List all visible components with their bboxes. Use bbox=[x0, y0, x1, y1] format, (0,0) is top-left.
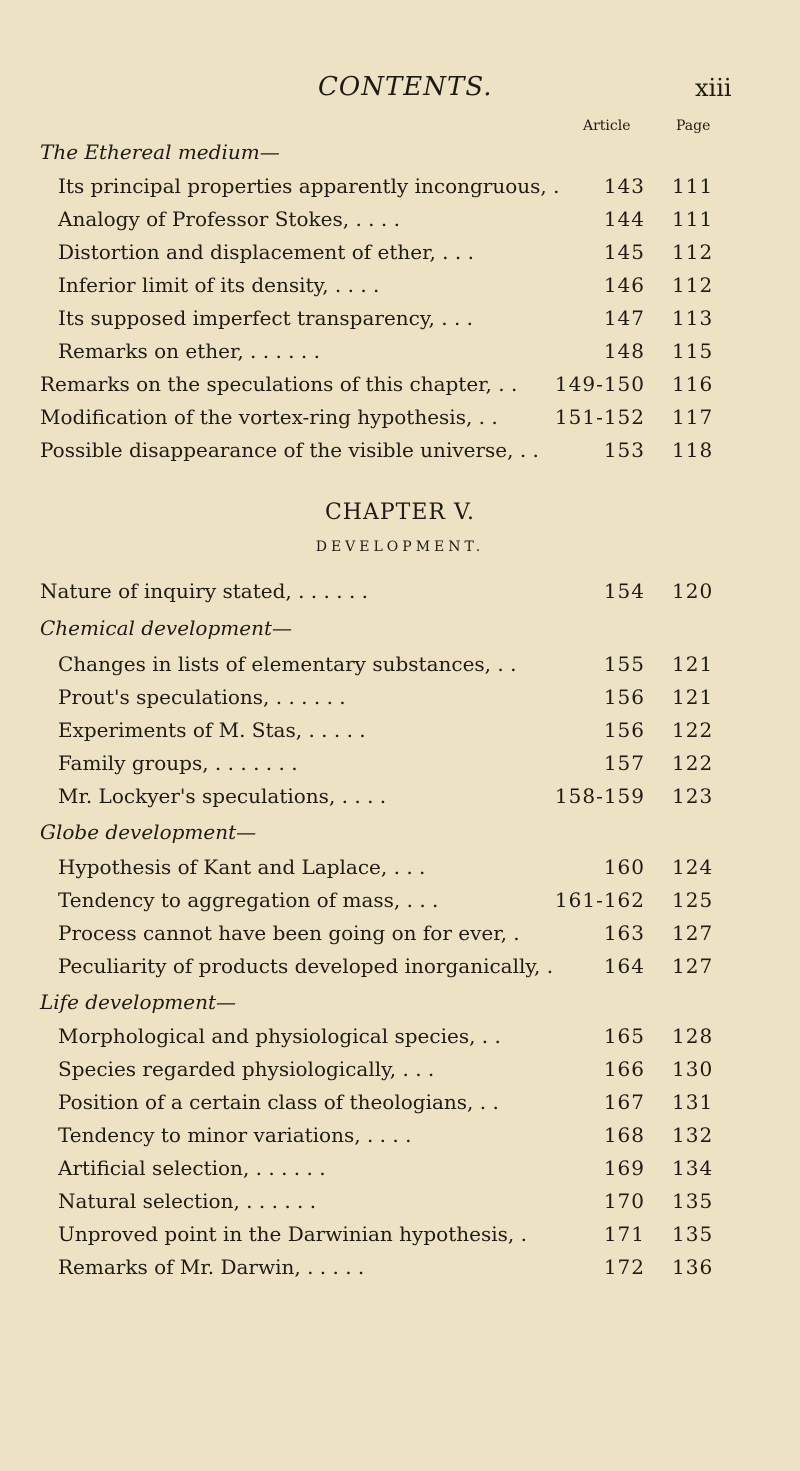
toc-entry bbox=[0, 1253, 800, 1281]
entry-text: Morphological and physiological species, . . bbox=[58, 1024, 501, 1048]
entry-text: Remarks on ether, . . . . . . bbox=[58, 339, 320, 363]
running-head-page-number: xiii bbox=[695, 74, 732, 102]
entry-text: Inferior limit of its density, . . . . bbox=[58, 273, 380, 297]
entry-text: Its principal properties apparently incongruous, . bbox=[58, 174, 560, 198]
toc-entry bbox=[0, 919, 800, 947]
entry-article: 154 bbox=[603, 579, 645, 603]
entry-text: Tendency to minor variations, . . . . bbox=[58, 1123, 412, 1147]
entry-page: 122 bbox=[672, 718, 714, 742]
toc-entry bbox=[0, 1220, 800, 1248]
entry-page: 135 bbox=[672, 1189, 714, 1213]
entry-page: 117 bbox=[672, 405, 714, 429]
entry-page: 136 bbox=[672, 1255, 714, 1279]
entry-page: 111 bbox=[672, 174, 714, 198]
entry-article: 156 bbox=[603, 718, 645, 742]
entry-article: 169 bbox=[603, 1156, 645, 1180]
entry-page: 135 bbox=[672, 1222, 714, 1246]
section-heading-chemical: Chemical development— bbox=[40, 616, 292, 640]
entry-text: Species regarded physiologically, . . . bbox=[58, 1057, 435, 1081]
entry-article: 172 bbox=[603, 1255, 645, 1279]
entry-text: Analogy of Professor Stokes, . . . . bbox=[58, 207, 400, 231]
entry-article: 161-162 bbox=[554, 888, 645, 912]
toc-entry bbox=[0, 716, 800, 744]
entry-article: 157 bbox=[603, 751, 645, 775]
entry-page: 118 bbox=[672, 438, 714, 462]
entry-text: Peculiarity of products developed inorganically, . bbox=[58, 954, 554, 978]
entry-page: 131 bbox=[672, 1090, 714, 1114]
entry-text: Distortion and displacement of ether, . . . bbox=[58, 240, 474, 264]
entry-page: 121 bbox=[672, 685, 714, 709]
entry-text: Remarks of Mr. Darwin, . . . . . bbox=[58, 1255, 365, 1279]
toc-entry bbox=[0, 304, 800, 332]
entry-article: 163 bbox=[603, 921, 645, 945]
entry-page: 111 bbox=[672, 207, 714, 231]
entry-article: 171 bbox=[603, 1222, 645, 1246]
toc-entry bbox=[0, 1022, 800, 1050]
running-head-title: CONTENTS. bbox=[318, 72, 493, 102]
entry-page: 130 bbox=[672, 1057, 714, 1081]
entry-article: 155 bbox=[603, 652, 645, 676]
entry-text: Hypothesis of Kant and Laplace, . . . bbox=[58, 855, 426, 879]
entry-page: 121 bbox=[672, 652, 714, 676]
entry-text: Nature of inquiry stated, . . . . . . bbox=[40, 579, 369, 603]
running-head bbox=[0, 72, 800, 108]
toc-entry bbox=[0, 1187, 800, 1215]
toc-entry bbox=[0, 1154, 800, 1182]
toc-entry bbox=[0, 205, 800, 233]
entry-page: 113 bbox=[672, 306, 714, 330]
entry-text: Mr. Lockyer's speculations, . . . . bbox=[58, 784, 387, 808]
entry-page: 127 bbox=[672, 921, 714, 945]
entry-text: Changes in lists of elementary substances, . . bbox=[58, 652, 517, 676]
entry-article: 145 bbox=[603, 240, 645, 264]
entry-page: 128 bbox=[672, 1024, 714, 1048]
toc-entry bbox=[0, 683, 800, 711]
entry-page: 125 bbox=[672, 888, 714, 912]
entry-text: Modification of the vortex-ring hypothesis, . . bbox=[40, 405, 498, 429]
chapter-subtitle: DEVELOPMENT. bbox=[315, 539, 485, 555]
entry-page: 122 bbox=[672, 751, 714, 775]
column-header-page: Page bbox=[676, 118, 711, 134]
toc-entry bbox=[0, 172, 800, 200]
entry-article: 167 bbox=[603, 1090, 645, 1114]
toc-entry bbox=[0, 1055, 800, 1083]
entry-article: 153 bbox=[603, 438, 645, 462]
toc-entry bbox=[0, 436, 800, 464]
toc-entry bbox=[0, 952, 800, 980]
entry-page: 132 bbox=[672, 1123, 714, 1147]
entry-text: Unproved point in the Darwinian hypothesis, . bbox=[58, 1222, 527, 1246]
toc-entry bbox=[0, 1088, 800, 1116]
entry-text: Process cannot have been going on for ever, . bbox=[58, 921, 520, 945]
entry-text: Family groups, . . . . . . . bbox=[58, 751, 298, 775]
section-heading-globe: Globe development— bbox=[40, 820, 257, 844]
entry-article: 168 bbox=[603, 1123, 645, 1147]
entry-article: 148 bbox=[603, 339, 645, 363]
toc-entry bbox=[0, 886, 800, 914]
entry-text: Tendency to aggregation of mass, . . . bbox=[58, 888, 439, 912]
toc-entry bbox=[0, 853, 800, 881]
entry-page: 120 bbox=[672, 579, 714, 603]
entry-page: 115 bbox=[672, 339, 714, 363]
entry-article: 158-159 bbox=[554, 784, 645, 808]
entry-text: Remarks on the speculations of this chapter, . . bbox=[40, 372, 518, 396]
entry-page: 124 bbox=[672, 855, 714, 879]
toc-entry bbox=[0, 271, 800, 299]
entry-text: Its supposed imperfect transparency, . . . bbox=[58, 306, 474, 330]
entry-text: Artificial selection, . . . . . . bbox=[58, 1156, 326, 1180]
section-heading-life: Life development— bbox=[40, 990, 237, 1014]
entry-article: 144 bbox=[603, 207, 645, 231]
entry-article: 143 bbox=[603, 174, 645, 198]
entry-article: 160 bbox=[603, 855, 645, 879]
entry-article: 149-150 bbox=[554, 372, 645, 396]
toc-entry bbox=[0, 782, 800, 810]
column-header-article: Article bbox=[583, 118, 631, 134]
chapter-title: CHAPTER V. bbox=[324, 500, 476, 525]
entry-article: 146 bbox=[603, 273, 645, 297]
section-heading-ethereal: The Ethereal medium— bbox=[40, 140, 280, 164]
entry-article: 151-152 bbox=[554, 405, 645, 429]
toc-entry bbox=[0, 337, 800, 365]
entry-text: Natural selection, . . . . . . bbox=[58, 1189, 317, 1213]
entry-text: Experiments of M. Stas, . . . . . bbox=[58, 718, 366, 742]
toc-entry bbox=[0, 577, 800, 605]
toc-entry bbox=[0, 749, 800, 777]
entry-article: 165 bbox=[603, 1024, 645, 1048]
entry-page: 116 bbox=[672, 372, 714, 396]
entry-text: Position of a certain class of theologians, . . bbox=[58, 1090, 499, 1114]
toc-entry bbox=[0, 650, 800, 678]
entry-article: 164 bbox=[603, 954, 645, 978]
entry-page: 127 bbox=[672, 954, 714, 978]
entry-article: 166 bbox=[603, 1057, 645, 1081]
entry-article: 170 bbox=[603, 1189, 645, 1213]
entry-page: 112 bbox=[672, 273, 714, 297]
toc-entry bbox=[0, 238, 800, 266]
entry-text: Possible disappearance of the visible universe, . . bbox=[40, 438, 539, 462]
entry-page: 112 bbox=[672, 240, 714, 264]
toc-entry bbox=[0, 403, 800, 431]
entry-article: 156 bbox=[603, 685, 645, 709]
entry-page: 134 bbox=[672, 1156, 714, 1180]
entry-article: 147 bbox=[603, 306, 645, 330]
toc-entry bbox=[0, 1121, 800, 1149]
entry-page: 123 bbox=[672, 784, 714, 808]
entry-text: Prout's speculations, . . . . . . bbox=[58, 685, 346, 709]
toc-entry bbox=[0, 370, 800, 398]
